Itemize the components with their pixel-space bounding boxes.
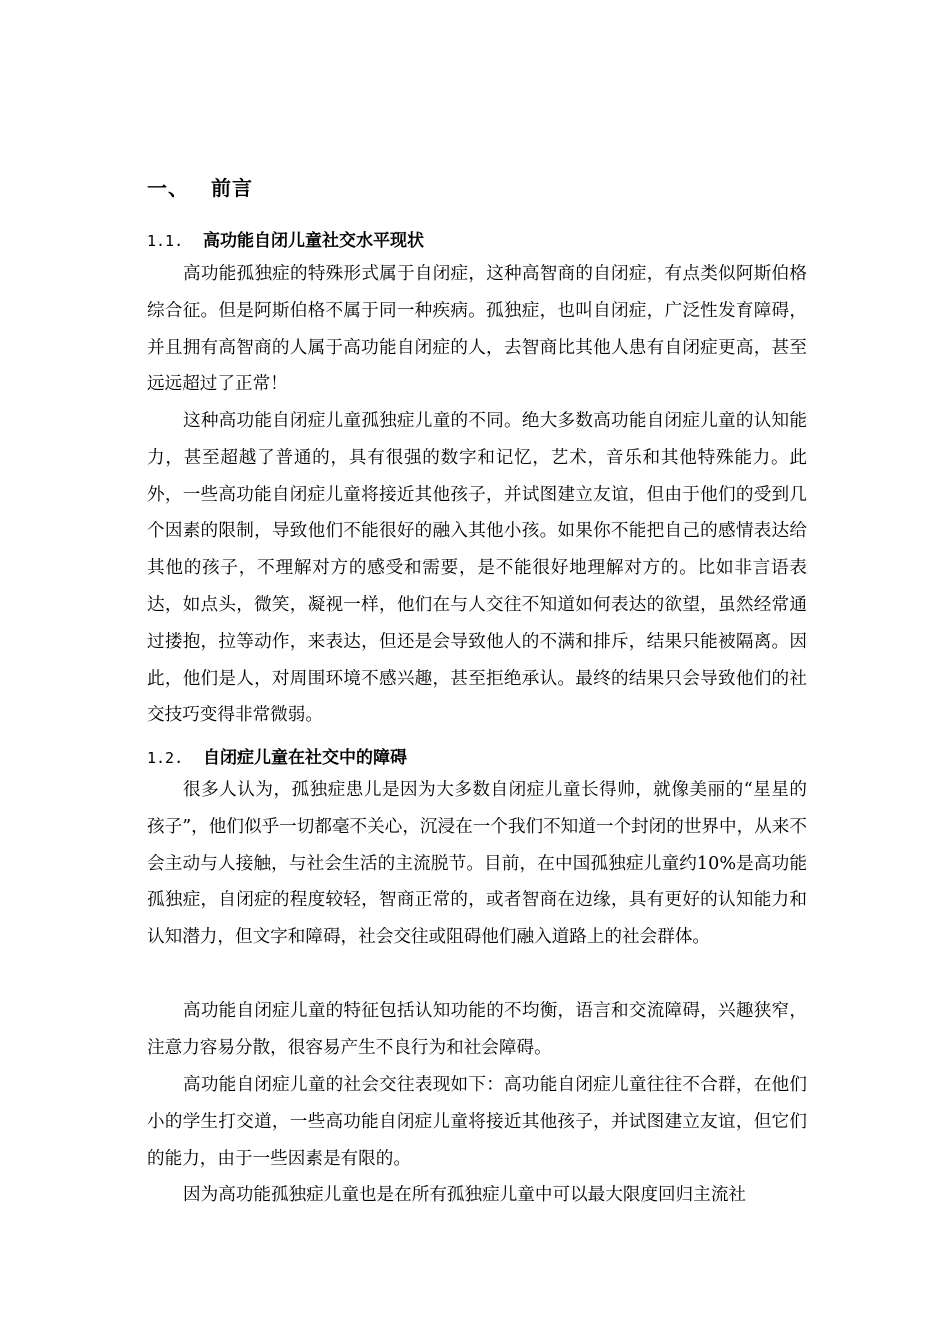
subsection-title: 自闭症儿童在社交中的障碍 <box>203 748 407 768</box>
section-heading-preface <box>147 172 253 201</box>
subsection-heading-1-1 <box>147 226 424 251</box>
paragraph: 高功能孤独症的特殊形式属于自闭症，这种高智商的自闭症，有点类似阿斯伯格综合征。但是阿斯伯格不属于同一种疾病。孤独症，也叫自闭症，广泛性发育障碍，并且拥有高智商的人属于高功能自闭症的人，去智商比其他人患有自闭症更高，甚至远远超过了正常！ <box>147 264 807 395</box>
paragraph: 很多人认为，孤独症患儿是因为大多数自闭症儿童长得帅，就像美丽的“星星的孩子”，他们似乎一切都毫不关心，沉浸在一个我们不知道一个封闭的世界中，从来不会主动与人接触，与社会生活的主流脱节。目前，在中国孤独症儿童约10%是高功能孤独症，自闭症的程度较轻，智商正常的，或者智商在边缘，具有更好的认知能力和认知潜力，但文字和障碍，社会交往或阻碍他们融入道路上的社会群体。 <box>147 780 807 948</box>
subsection-heading-1-2 <box>147 743 407 768</box>
subsection-title: 高功能自闭儿童社交水平现状 <box>203 231 424 251</box>
section-title: 前言 <box>211 176 253 200</box>
paragraph: 因为高功能孤独症儿童也是在所有孤独症儿童中可以最大限度回归主流社 <box>183 1185 747 1205</box>
paragraph: 高功能自闭症儿童的社会交往表现如下：高功能自闭症儿童往往不合群，在他们小的学生打交道，一些高功能自闭症儿童将接近其他孩子，并试图建立友谊，但它们的能力，由于一些因素是有限的。 <box>147 1075 807 1169</box>
subsection-number: 1.2. <box>147 749 184 767</box>
section-number: 一、 <box>147 176 189 200</box>
paragraph: 这种高功能自闭症儿童孤独症儿童的不同。绝大多数高功能自闭症儿童的认知能力，甚至超越了普通的，具有很强的数字和记忆，艺术，音乐和其他特殊能力。此外，一些高功能自闭症儿童将接近其他孩子，并试图建立友谊，但由于他们的受到几个因素的限制，导致他们不能很好的融入其他小孩。如果你不能把自己的感情表达给其他的孩子，不理解对方的感受和需要，是不能很好地理解对方的。比如非言语表达，如点头，微笑，凝视一样，他们在与人交往不知道如何表达的欲望，虽然经常通过搂抱，拉等动作，来表达，但还是会导致他人的不满和排斥，结果只能被隔离。因此，他们是人，对周围环境不感兴趣，甚至拒绝承认。最终的结果只会导致他们的社交技巧变得非常微弱。 <box>147 411 807 726</box>
subsection-number: 1.1. <box>147 232 184 250</box>
paragraph: 高功能自闭症儿童的特征包括认知功能的不均衡，语言和交流障碍，兴趣狭窄，注意力容易分散，很容易产生不良行为和社会障碍。 <box>147 1001 807 1058</box>
